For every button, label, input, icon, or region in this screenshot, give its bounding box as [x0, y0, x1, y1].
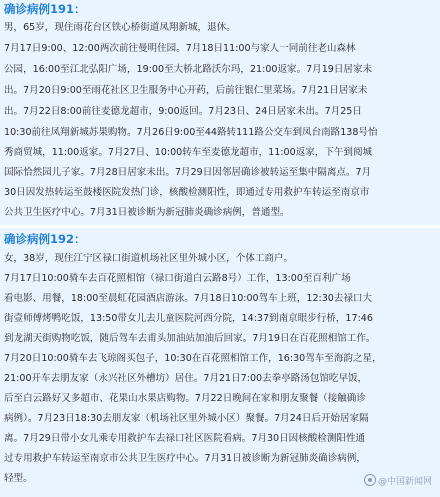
- case-191-title: 确诊病例191：: [4, 2, 86, 16]
- case-192-line: 7月17日10:00骑车去百花照相馆（禄口街道白云路8号）工作，13:00至百利广场: [4, 273, 351, 284]
- case-192-line: 街壹师傅烤鸭吃饭，13:50带女儿去儿童医院河西分院，14:37到南京眼步行桥，17:46: [4, 313, 373, 324]
- case-192-line: 21:00开车去朋友家（永兴社区外槽坊）居住。7月21日7:00去拳亭路汤包馆吃早饭，: [4, 373, 368, 384]
- case-192-line: 7月20日10:00骑车去飞琼阁买包子，10:30在百花照相馆工作，16:30驾车至海韵之星，: [4, 353, 382, 364]
- case-191-line: 7月17日9:00、12:00两次前往曼明住园。7月18日11:00与家人一同前往老山森林: [4, 43, 356, 54]
- case-192-line: 女，38岁，现住江宁区禄口街道机场社区里外城小区，个体工商户。: [4, 253, 294, 264]
- case-191-line: 公共卫生医疗中心。7月31日被诊断为新冠肺炎确诊病例，普通型。: [4, 207, 290, 218]
- case-191-line: 出。7月20日9:00至雨花社区卫生服务中心开药，后前往银仁里菜场。7月21日居家未: [4, 85, 368, 96]
- case-191-line: 出。7月22日8:00前往麦德龙超市，9:00返回。7月23日、24日居家未出。7月25日: [4, 106, 362, 117]
- case-192-line: 病例）。7月23日18:30去朋友家（机场社区里外城小区）聚餐。7月24日后开始居家隔: [4, 413, 369, 424]
- case-191-line: 10:30前往凤翔新城苏果购物。7月26日9:00至44路转111路公交车到凤台南路138号怡: [4, 127, 378, 138]
- case-191-line: 秀商贸城，11:00返家。7月27日、10:00转车至麦德龙超市，11:00返家，下午到阅城: [4, 147, 373, 158]
- watermark: [364, 474, 432, 487]
- weibo-logo-icon: [364, 474, 376, 486]
- case-192-line: 看电影、用餐，18:00至晨虹花园酒店游泳。7月18日10:00驾车上班，12:30去禄口大: [4, 293, 373, 304]
- case-192-line: 离。7月29日带小女儿乘专用救护车去禄口社区医院看病。7月30日因核酸检测阳性通: [4, 433, 366, 444]
- case-192-line: 后至白云路好又多超市、花果山水果店购物。7月22日晚间在家和朋友聚餐（接触确诊: [4, 393, 366, 404]
- case-191-line: 30日因发热转运至鼓楼医院发热门诊，核酸检测阳性，即通过专用救护车转运至南京市: [4, 187, 370, 198]
- case-192-line: 过专用救护车转运至南京市公共卫生医疗中心。7月31日被诊断为新冠肺炎确诊病例，: [4, 453, 366, 464]
- case-191-line: 公园，16:00至江北弘阳广场，19:00至大桥北路沃尔玛，21:00返家。7月19日居家未: [4, 64, 373, 75]
- case-191-line: 男，65岁，现住雨花台区铁心桥街道凤翔新城，退休。: [4, 22, 236, 33]
- watermark-text: @中国新闻网: [377, 477, 432, 487]
- case-191-line: 国际恰然园儿子家。7月28日居家未出。7月29日因邻居确诊被转运至集中隔离点。7月: [4, 167, 372, 178]
- case-192-line: 到龙湖天街购物吃饭，随后驾车去甫头加油站加油后回家。7月19日在百花照相馆工作。: [4, 333, 376, 344]
- case-192-line: 轻型。: [4, 473, 33, 484]
- case-192-title: 确诊病例192：: [4, 232, 86, 246]
